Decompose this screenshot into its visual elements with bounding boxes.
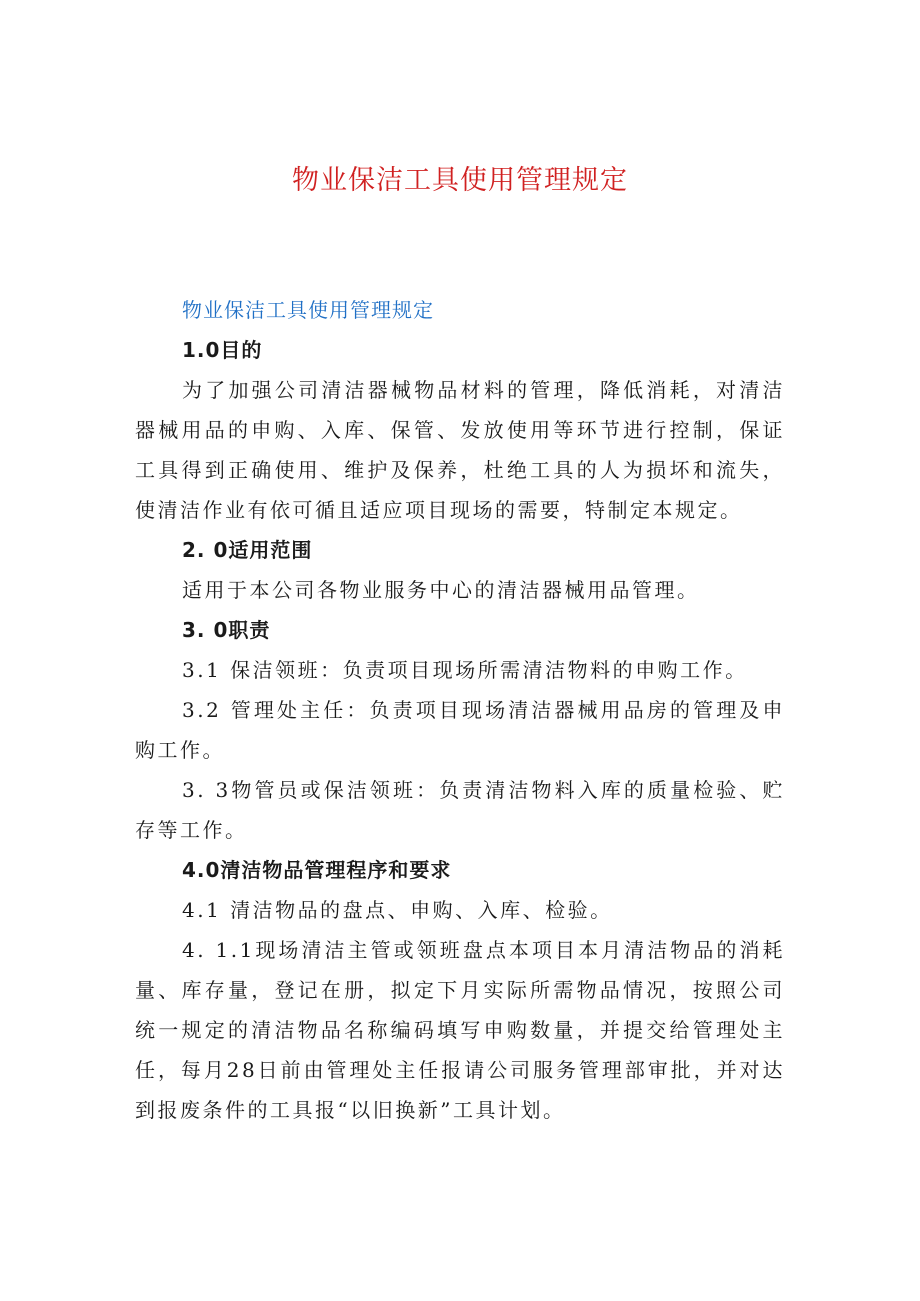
paragraph-scope: 适用于本公司各物业服务中心的清洁器械用品管理。	[182, 578, 700, 602]
paragraph-procedure-4-1: 4.1 清洁物品的盘点、申购、入库、检验。	[182, 898, 613, 922]
document-body	[135, 330, 785, 1130]
document-title: 物业保洁工具使用管理规定	[292, 165, 628, 196]
section-heading-purpose: 1.0目的	[182, 338, 263, 362]
paragraph-duty-3-3: 3. 3物管员或保洁领班：负责清洁物料入库的质量检验、贮存等工作。	[135, 778, 785, 842]
paragraph-procedure-4-1-1: 4. 1.1现场清洁主管或领班盘点本项目本月清洁物品的消耗量、库存量，登记在册，拟定下月实际所需物品情况，按照公司统一规定的清洁物品名称编码填写申购数量，并提交给管理处主任，每月28日前由管理处主任报请公司服务管理部审批，并对达到报废条件的工具报“以旧换新”工具计划。	[135, 938, 785, 1122]
section-heading-procedure: 4.0清洁物品管理程序和要求	[182, 858, 452, 882]
document-subtitle: 物业保洁工具使用管理规定	[182, 298, 434, 322]
paragraph-duty-3-1: 3.1 保洁领班：负责项目现场所需清洁物料的申购工作。	[182, 658, 748, 682]
section-heading-scope: 2. 0适用范围	[182, 538, 313, 562]
paragraph-duty-3-2: 3.2 管理处主任：负责项目现场清洁器械用品房的管理及申购工作。	[135, 698, 785, 762]
paragraph-purpose: 为了加强公司清洁器械物品材料的管理，降低消耗，对清洁器械用品的申购、入库、保管、发放使用等环节进行控制，保证工具得到正确使用、维护及保养，杜绝工具的人为损坏和流失，使清洁作业有依可循且适应项目现场的需要，特制定本规定。	[135, 378, 785, 522]
section-heading-duties: 3. 0职责	[182, 618, 271, 642]
